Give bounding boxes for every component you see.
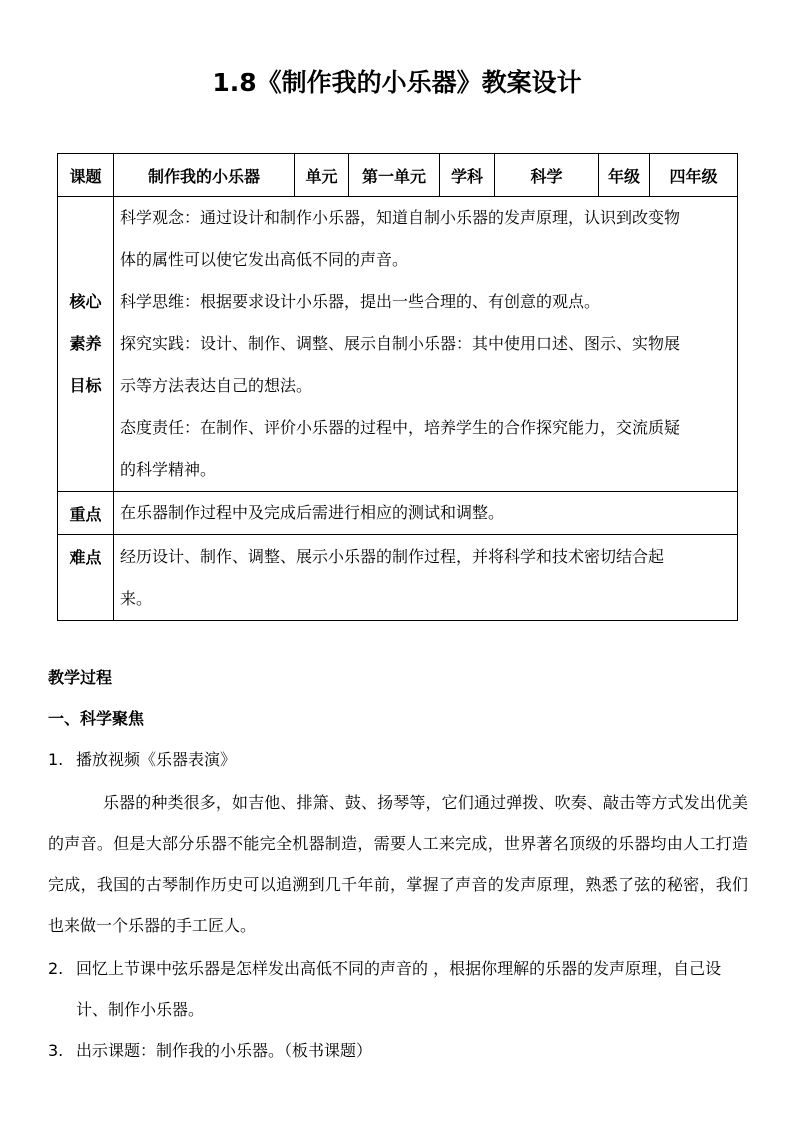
difficult-point-row bbox=[58, 535, 738, 621]
list-text: 出示课题：制作我的小乐器。（板书课题） bbox=[76, 1041, 373, 1060]
key-point-text bbox=[114, 492, 738, 535]
header-value-grade: 四年级 bbox=[650, 154, 738, 197]
process-heading: 教学过程 bbox=[48, 668, 113, 687]
core-line: 体的属性可以使它发出高低不同的声音。 bbox=[120, 250, 409, 269]
core-line: 示等方法表达自己的想法。 bbox=[120, 376, 313, 395]
header-label-grade: 年级 bbox=[599, 154, 650, 197]
core-label-line2: 素养 bbox=[69, 334, 102, 353]
difficult-point-label bbox=[58, 535, 114, 621]
core-label-line1: 核心 bbox=[69, 292, 102, 311]
intro-paragraph: 乐器的种类很多，如吉他、排箫、鼓、扬琴等，它们通过弹拨、吹奏、敲击等方式发出优美的声音。但是大部分乐器不能完全机器制造，需要人工来完成，世界著名顶级的乐器均由人工打造完成，我国的古琴制作历史可以追溯到几千年前，掌握了声音的发声原理，熟悉了弦的秘密，我们也来做一个乐器的手工匠人。 bbox=[48, 793, 748, 935]
lesson-info-table bbox=[57, 153, 738, 621]
difficult-point-text bbox=[114, 535, 738, 621]
core-literacy-row bbox=[58, 197, 738, 492]
difficult-label-text: 难点 bbox=[69, 548, 102, 567]
list-text: 播放视频《乐器表演》 bbox=[76, 750, 237, 769]
difficult-line: 来。 bbox=[120, 588, 153, 608]
section-heading: 一、科学聚焦 bbox=[48, 709, 145, 728]
core-literacy-label bbox=[58, 197, 114, 492]
difficult-line: 经历设计、制作、调整、展示小乐器的制作过程，并将科学和技术密切结合起 bbox=[120, 546, 665, 566]
key-point-line: 在乐器制作过程中及完成后需进行相应的测试和调整。 bbox=[120, 503, 505, 522]
list-number: 2. bbox=[48, 959, 64, 978]
core-line: 的科学精神。 bbox=[120, 460, 217, 479]
core-label-line3: 目标 bbox=[69, 376, 102, 395]
core-line: 科学观念：通过设计和制作小乐器，知道自制小乐器的发声原理，认识到改变物 bbox=[120, 208, 681, 227]
core-line: 探究实践：设计、制作、调整、展示自制小乐器：其中使用口述、图示、实物展 bbox=[120, 334, 681, 353]
document-title: 1.8《制作我的小乐器》教案设计 bbox=[212, 68, 582, 97]
header-value-subject: 科学 bbox=[495, 154, 599, 197]
core-literacy-text bbox=[114, 197, 738, 492]
header-value-topic: 制作我的小乐器 bbox=[114, 154, 295, 197]
key-point-label: 重点 bbox=[58, 492, 114, 535]
header-row bbox=[58, 154, 738, 197]
header-value-unit: 第一单元 bbox=[349, 154, 440, 197]
core-line: 态度责任：在制作、评价小乐器的过程中，培养学生的合作探究能力，交流质疑 bbox=[120, 418, 681, 437]
header-label-unit: 单元 bbox=[295, 154, 349, 197]
list-text: 回忆上节课中弦乐器是怎样发出高低不同的声音的 ，根据你理解的乐器的发声原理，自己设计、制作小乐器。 bbox=[76, 959, 722, 1019]
header-label-topic: 课题 bbox=[58, 154, 114, 197]
list-number: 3. bbox=[48, 1041, 64, 1060]
key-point-row bbox=[58, 492, 738, 535]
list-number: 1. bbox=[48, 750, 64, 769]
header-label-subject: 学科 bbox=[440, 154, 495, 197]
core-line: 科学思维：根据要求设计小乐器，提出一些合理的、有创意的观点。 bbox=[120, 292, 601, 311]
